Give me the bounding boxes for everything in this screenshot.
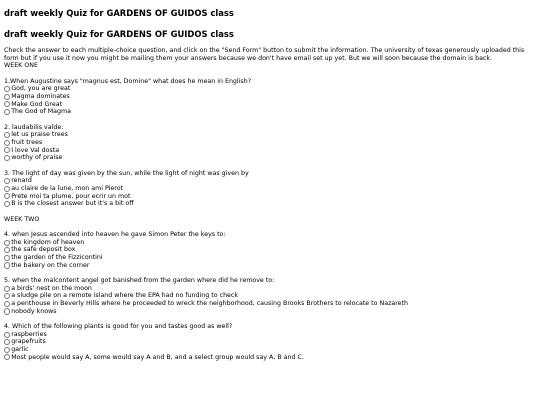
answer-label: fruit trees xyxy=(11,138,43,146)
question-text: 3. The light of day was given by the sun, while the light of night was given by xyxy=(4,169,249,177)
answer-label: The God of Magma xyxy=(11,108,71,116)
answer-option[interactable] xyxy=(4,193,536,201)
radio-button[interactable] xyxy=(4,201,10,207)
radio-button[interactable] xyxy=(4,301,10,307)
radio-button[interactable] xyxy=(4,262,10,268)
question-4 xyxy=(4,231,536,269)
answer-option[interactable] xyxy=(4,354,536,362)
answer-label: the safe deposit box xyxy=(11,246,76,254)
week-one-label: WEEK ONE xyxy=(4,62,38,70)
question-text: 5. when the malcontent angel got banished from the garden where did he remove to: xyxy=(4,277,275,285)
radio-button[interactable] xyxy=(4,178,10,184)
answer-option[interactable] xyxy=(4,338,536,346)
page-heading: draft weekly Quiz for GARDENS OF GUIDOS class xyxy=(4,29,234,39)
answer-option[interactable] xyxy=(4,254,536,262)
radio-button[interactable] xyxy=(4,155,10,161)
answer-label: the garden of the Fizzicontini xyxy=(11,254,103,262)
radio-button[interactable] xyxy=(4,347,10,353)
answer-option[interactable] xyxy=(4,331,536,339)
answer-label: raspberries xyxy=(11,330,47,338)
answer-label: a penthouse in Beverly Hills where he proceeded to wreck the neighborhood, causing Brooks Brothers to relocate to Nazareth xyxy=(11,300,409,308)
question-text: 2. laudabilis valde: xyxy=(4,123,64,131)
answer-label: B is the closest answer but it's a bit off xyxy=(11,200,134,208)
question-text: 4. when Jesus ascended into heaven he gave Simon Peter the keys to: xyxy=(4,231,226,239)
question-text: 4. Which of the following plants is good for you and tastes good as well? xyxy=(4,323,233,331)
radio-button[interactable] xyxy=(4,339,10,345)
answer-label: I love Val dosta xyxy=(11,146,60,154)
answer-option[interactable] xyxy=(4,154,536,162)
question-6 xyxy=(4,323,536,361)
radio-button[interactable] xyxy=(4,101,10,107)
week-one-section xyxy=(4,78,536,208)
answer-option[interactable] xyxy=(4,85,536,93)
page-title: draft weekly Quiz for GARDENS OF GUIDOS class xyxy=(4,8,234,18)
answer-option[interactable] xyxy=(4,147,536,155)
answer-label: nobody knows xyxy=(11,307,57,315)
week-two-section xyxy=(4,231,536,361)
radio-button[interactable] xyxy=(4,94,10,100)
answer-label: Magma dominates xyxy=(11,92,70,100)
question-2 xyxy=(4,124,536,162)
radio-button[interactable] xyxy=(4,354,10,360)
radio-button[interactable] xyxy=(4,255,10,261)
question-3 xyxy=(4,170,536,208)
answer-label: God, you are great xyxy=(11,85,71,93)
question-5 xyxy=(4,277,536,315)
answer-option[interactable] xyxy=(4,139,536,147)
answer-option[interactable] xyxy=(4,108,536,116)
answer-option[interactable] xyxy=(4,200,536,208)
answer-label: a birds' nest on the moon xyxy=(11,284,92,292)
answer-option[interactable] xyxy=(4,177,536,185)
answer-option[interactable] xyxy=(4,93,536,101)
radio-button[interactable] xyxy=(4,140,10,146)
answer-label: au claire de la lune, mon ami Pierot xyxy=(11,184,124,192)
answer-label: worthy of praise xyxy=(11,154,63,162)
radio-button[interactable] xyxy=(4,240,10,246)
answer-label: Make God Great xyxy=(11,100,63,108)
answer-label: garlic xyxy=(11,346,29,353)
answer-option[interactable] xyxy=(4,185,536,193)
radio-button[interactable] xyxy=(4,147,10,153)
radio-button[interactable] xyxy=(4,286,10,292)
radio-button[interactable] xyxy=(4,247,10,253)
answer-label: a sludge pile on a remote island where the EPA had no funding to check xyxy=(11,292,239,300)
answer-label: let us praise trees xyxy=(11,131,68,139)
answer-option[interactable] xyxy=(4,101,536,109)
question-text: 1.When Augustine says "magnus est, Domine" what does he mean in English? xyxy=(4,77,252,85)
answer-option[interactable] xyxy=(4,262,536,270)
answer-label: Prete moi ta plume, pour ecrir un mot xyxy=(11,192,131,200)
radio-button[interactable] xyxy=(4,308,10,314)
question-1 xyxy=(4,78,536,116)
answer-label: grapefruits xyxy=(11,338,46,346)
answer-option[interactable] xyxy=(4,346,536,354)
answer-option[interactable] xyxy=(4,246,536,254)
answer-option[interactable] xyxy=(4,131,536,139)
answer-option[interactable] xyxy=(4,285,536,293)
answer-label: renard xyxy=(11,177,32,185)
radio-button[interactable] xyxy=(4,186,10,192)
answer-label: the bakery on the corner xyxy=(11,261,90,269)
answer-label: Most people would say A, some would say A and B, and a select group would say A, B and C. xyxy=(11,353,304,361)
answer-option[interactable] xyxy=(4,239,536,247)
radio-button[interactable] xyxy=(4,293,10,299)
radio-button[interactable] xyxy=(4,109,10,115)
radio-button[interactable] xyxy=(4,193,10,199)
radio-button[interactable] xyxy=(4,332,10,338)
intro-text: Check the answer to each multiple-choice question, and click on the "Send Form" button to submit the information. The university of texas generously uploaded this form but if you use it now you might be mailing them your answers because we don't have email set up yet. But we will soon because the domain is back. xyxy=(4,47,525,62)
answer-option[interactable] xyxy=(4,292,536,300)
week-two-label: WEEK TWO xyxy=(4,215,40,223)
radio-button[interactable] xyxy=(4,132,10,138)
answer-option[interactable] xyxy=(4,300,536,308)
radio-button[interactable] xyxy=(4,86,10,92)
answer-option[interactable] xyxy=(4,308,536,316)
answer-label: the kingdom of heaven xyxy=(11,238,85,246)
